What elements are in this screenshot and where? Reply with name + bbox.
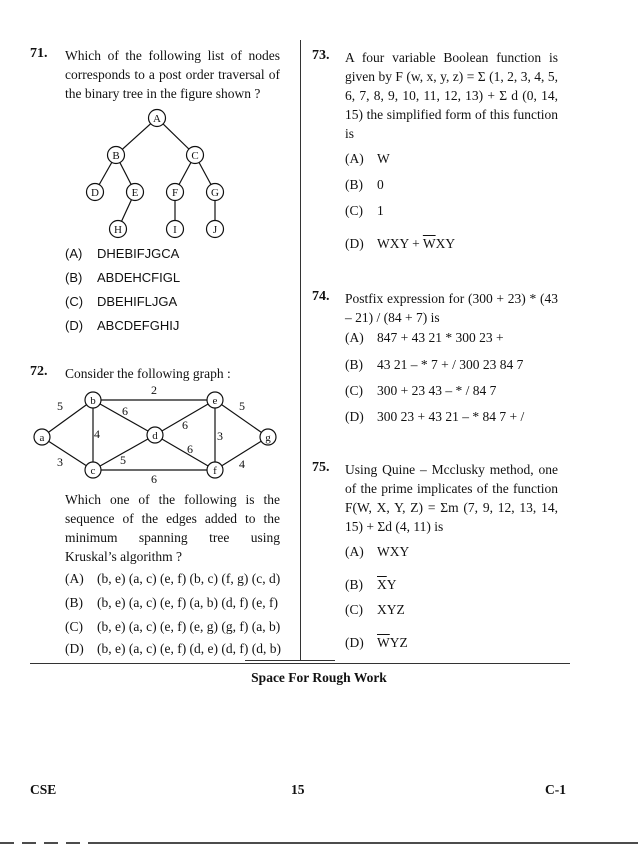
short-rule [245, 660, 335, 661]
q75-option-b[interactable]: (B) $\overline{X}Y$ [345, 577, 397, 592]
edge-weight-ac: 3 [57, 455, 63, 469]
svg-text:D: D [91, 187, 99, 199]
graph-edge-ac [42, 437, 93, 470]
svg-text:A: A [153, 113, 161, 125]
edge-weight-ef: 3 [217, 429, 223, 443]
graph-node-e [207, 392, 223, 408]
q75-number: 75. [312, 460, 330, 475]
q71-option-c[interactable]: (C) DBEHIFLJGA [65, 294, 178, 309]
q74-text: Postfix expression for (300 + 23) * (43 – 21) / (84 + 7) is [345, 291, 558, 325]
graph-node-a [34, 429, 50, 445]
svg-text:c: c [90, 465, 96, 477]
q75-text: Using Quine – Mcclusky method, one of the prime implicates of the function F(W, X, Y, Z) = Σm (7, 9, 12, 13, 14, 15) + Σd (4, 11) is [345, 462, 558, 534]
q75-option-d[interactable]: (D) $\overline{W}YZ$ [345, 635, 408, 650]
edge-weight-bc: 4 [94, 427, 100, 441]
q75-option-c[interactable]: (C) XYZ [345, 602, 405, 617]
q72-number: 72. [30, 364, 48, 379]
q71-number: 71. [30, 46, 48, 61]
graph-node-c [85, 462, 101, 478]
svg-text:I: I [173, 224, 177, 236]
q71-option-a[interactable]: (A) DHEBIFJGCA [65, 246, 180, 261]
footer-subject-code: CSE [30, 782, 57, 797]
tree-node-f [167, 184, 184, 201]
q73-option-a[interactable]: (A) W [345, 151, 390, 166]
graph-node-d [147, 427, 163, 443]
svg-text:b: b [90, 395, 96, 407]
footer-series-code: C-1 [545, 782, 566, 797]
tree-node-j [207, 221, 224, 238]
q73-text: A four variable Boolean function is given by F (w, x, y, z) = Σ (1, 2, 3, 4, 5, 6, 7, 8, 9, 10, 11, 12, 13) + Σ d (0, 14, 15) the simplified form of this function is [345, 50, 558, 141]
edge-weight-fg: 4 [239, 457, 245, 471]
q73-option-d[interactable]: (D) WXY + $\overline{W}XY$ [345, 236, 456, 251]
q74-option-c[interactable]: (C) 300 + 23 43 – * / 84 7 [345, 383, 497, 398]
edge-weight-bd: 6 [122, 404, 128, 418]
graph-node-g [260, 429, 276, 445]
svg-text:B: B [112, 150, 120, 162]
weighted-graph-figure [30, 382, 285, 487]
graph-node-f [207, 462, 223, 478]
q74-option-a[interactable]: (A) 847 + 43 21 * 300 23 + [345, 330, 504, 345]
q73-option-b[interactable]: (B) 0 [345, 177, 384, 192]
graph-node-b [85, 392, 101, 408]
q74-number: 74. [312, 289, 330, 304]
page-number: 15 [291, 782, 305, 797]
q72-option-a[interactable]: (A) (b, e) (a, c) (e, f) (b, c) (f, g) (c, d) [65, 571, 281, 586]
q74-option-b[interactable]: (B) 43 21 – * 7 + / 300 23 84 7 [345, 357, 524, 372]
svg-text:g: g [265, 432, 271, 444]
edge-weight-cf: 6 [151, 472, 157, 486]
tree-node-b [108, 147, 125, 164]
tree-node-h [110, 221, 127, 238]
q71-option-b[interactable]: (B) ABDEHCFIGL [65, 270, 181, 285]
svg-text:H: H [114, 224, 122, 236]
rough-work-label: Space For Rough Work [251, 670, 387, 685]
binary-tree-figure [80, 105, 270, 245]
svg-text:E: E [131, 187, 139, 199]
q72-text: Consider the following graph : [65, 366, 231, 381]
q71-option-d[interactable]: (D) ABCDEFGHIJ [65, 318, 180, 333]
bottom-dashed-rule [0, 838, 638, 848]
q72-option-c[interactable]: (C) (b, e) (a, c) (e, f) (e, g) (g, f) (a, b) [65, 619, 281, 634]
graph-edge-df [155, 435, 215, 470]
tree-node-a [149, 110, 166, 127]
tree-node-e [127, 184, 144, 201]
rough-work-divider [30, 663, 570, 664]
edge-weight-df: 6 [187, 442, 193, 456]
svg-text:F: F [171, 187, 179, 199]
q71-text: Which of the following list of nodes corresponds to a post order traversal of the binary tree in the figure shown ? [65, 48, 280, 101]
svg-text:e: e [212, 395, 218, 407]
edge-weight-ab: 5 [57, 399, 63, 413]
svg-text:a: a [39, 432, 45, 444]
graph-edge-ab [42, 400, 93, 437]
svg-text:J: J [212, 224, 218, 236]
tree-node-i [167, 221, 184, 238]
edge-weight-de: 6 [182, 418, 188, 432]
q72-question: Which one of the following is the sequence of the edges added to the minimum spanning tree using Kruskal’s algorithm ? [65, 492, 280, 564]
svg-text:C: C [191, 150, 199, 162]
tree-node-g [207, 184, 224, 201]
edge-weight-eg: 5 [239, 399, 245, 413]
tree-node-c [187, 147, 204, 164]
edge-weight-be: 2 [151, 383, 157, 397]
q75-option-a[interactable]: (A) WXY [345, 544, 410, 559]
svg-text:d: d [152, 430, 158, 442]
q72-option-b[interactable]: (B) (b, e) (a, c) (e, f) (a, b) (d, f) (e, f) [65, 595, 279, 610]
q73-option-c[interactable]: (C) 1 [345, 203, 384, 218]
column-divider [300, 40, 301, 660]
q74-option-d[interactable]: (D) 300 23 + 43 21 – * 84 7 + / [345, 409, 525, 424]
q72-option-d[interactable]: (D) (b, e) (a, c) (e, f) (d, e) (d, f) (d, b) [65, 641, 282, 656]
svg-text:f: f [213, 465, 217, 477]
svg-text:G: G [211, 187, 219, 199]
tree-node-d [87, 184, 104, 201]
edge-weight-cd: 5 [120, 453, 126, 467]
q73-number: 73. [312, 48, 330, 63]
